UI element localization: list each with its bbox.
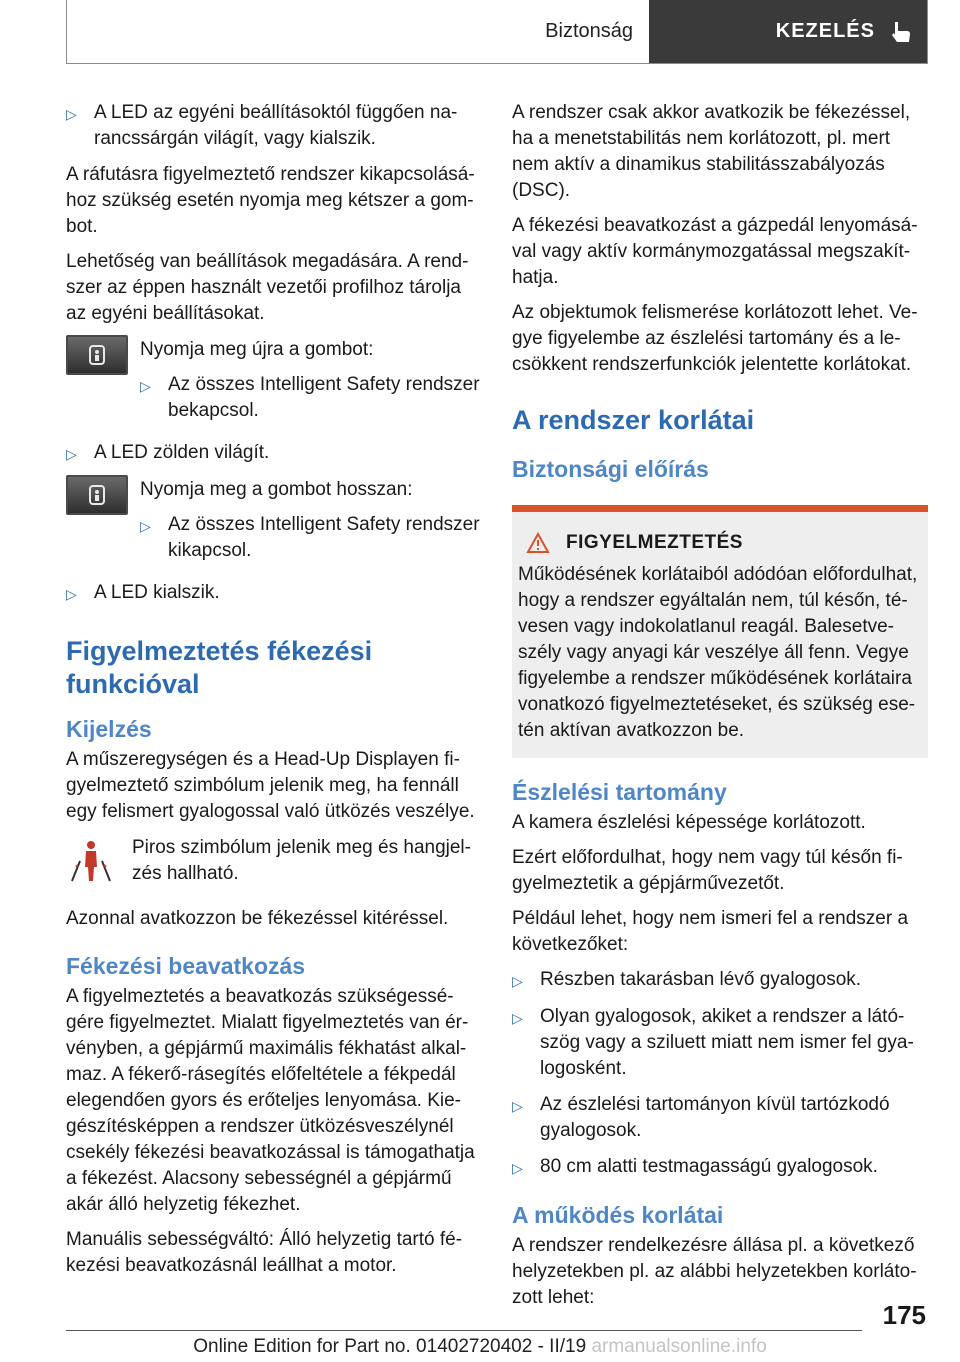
chapter-tab [649,0,927,63]
warning-box [512,505,928,758]
list-item: ▷ Olyan gyalogosok, akiket a rendszer a látó-szög vagy a sziluett miatt nem ismer fel gya-logosként. [512,1004,928,1082]
bullet-triangle-icon: ▷ [512,1098,523,1114]
footer-divider [66,1330,862,1331]
bullet-triangle-icon: ▷ [140,378,151,394]
paragraph: A figyelmeztetés a beavatkozás szükségessé-gére figyelmeztet. Mialatt figyelmeztetés van ér-vényben, a gépjármű maximális fékhatást alkal-maz. A fékerő-rásegítés előfeltétele a fékpedál elegendően gyors és erőteljes lenyomása. Kie-gészítésképpen a rendszer ütközésveszélynél csekély fékezési beavatkozással is támogathatja a fékezést. Alacsony sebességnél a gépjármű akár álló helyzetig fékezhet. [66,986,475,1215]
warning-triangle-icon [526,532,550,554]
paragraph: Az objektumok felismerése korlátozott lehet. Ve-gye figyelembe az észlelési tartomány és a le-csökkent rendszerfunkciók jelentette korlátokat. [512,302,918,375]
list-item: ▷ A LED kialszik. [66,580,480,607]
bullet-triangle-icon: ▷ [512,973,523,989]
warning-title: FIGYELMEZTETÉS [566,532,743,553]
watermark: armanualsonline.info [591,1336,767,1357]
button-instruction: Nyomja meg újra a gombot: ▷ Az összes Intelligent Safety rendszer bekapcsol. [66,337,480,430]
list-item: ▷ A LED zölden világít. [66,440,480,467]
pointing-hand-icon [887,19,913,45]
subsection-heading: Kijelzés [66,716,152,742]
page-footer [0,1336,960,1358]
bullet-triangle-icon: ▷ [140,518,151,534]
paragraph: A rendszer rendelkezésre állása pl. a következő helyzetekben pl. az alábbi helyzetekben korláto-zott lehet: [512,1235,917,1308]
paragraph: A műszeregységen és a Head-Up Displayen fi-gyelmeztető szimbólum jelenik meg, ha fennáll egy felismert gyalogossal való ütközés veszélye. [66,749,475,822]
list-item: ▷ Részben takarásban lévő gyalogosok. [512,967,928,994]
list-item: ▷ Az észlelési tartományon kívül tartózkodó gyalogosok. [512,1092,928,1144]
section-heading: A rendszer korlátai [512,405,755,435]
safety-button-icon [66,335,128,375]
pedestrian-warning-icon [66,837,116,887]
page-number: 175 [882,1300,926,1330]
paragraph: Például lehet, hogy nem ismeri fel a rendszer a következőket: [512,908,909,955]
paragraph: A fékezési beavatkozást a gázpedál lenyomásá-val vagy aktív kormánymozgatással megszakít-hatja. [512,215,918,288]
chapter-title: KEZELÉS [775,20,875,42]
section-title: Biztonság [545,20,633,42]
list-item: ▷ Az összes Intelligent Safety rendszer bekapcsol. [140,372,480,424]
section-heading: Figyelmeztetés fékezési funkcióval [66,636,373,699]
bullet-triangle-icon: ▷ [512,1160,523,1176]
paragraph: A ráfutásra figyelmeztető rendszer kikapcsolásá-hoz szükség esetén nyomja meg kétszer a gom-bot. [66,164,475,237]
bullet-triangle-icon: ▷ [66,586,77,602]
subsection-heading: Fékezési beavatkozás [66,953,306,979]
paragraph: A kamera észlelési képessége korlátozott. [512,812,866,833]
bullet-triangle-icon: ▷ [66,446,77,462]
right-column [512,100,928,1320]
paragraph: A rendszer csak akkor avatkozik be fékezéssel, ha a menetstabilitás nem korlátozott, pl. mert nem aktív a dinamikus stabilitásszabályozás (DSC). [512,102,911,201]
paragraph: Azonnal avatkozzon be fékezéssel kitéréssel. [66,908,449,929]
edition-text: Online Edition for Part no. 01402720402 - II/19 [193,1336,587,1357]
list-item: ▷ Az összes Intelligent Safety rendszer kikapcsol. [140,512,480,564]
paragraph: Lehetőség van beállítások megadására. A rend-szer az éppen használt vezetői profilhoz tárolja az egyéni beállításokat. [66,251,469,324]
pedestrian-warning-row: Piros szimbólum jelenik meg és hangjel-zés hallható. [66,835,480,896]
subsection-heading: A működés korlátai [512,1202,724,1228]
paragraph: Manuális sebességváltó: Álló helyzetig tartó fé-kezési beavatkozásnál leállhat a motor. [66,1229,463,1276]
bullet-triangle-icon: ▷ [66,106,77,122]
bullet-triangle-icon: ▷ [512,1010,523,1026]
left-column [66,100,480,1288]
warning-text: Működésének korlátaiból adódóan előfordulhat, hogy a rendszer egyáltalán nem, túl későn, té-vesen vagy indokolatlanul reagál. Balesetve-szély vagy anyagi kár veszélye áll fenn. Vegye figyelembe a rendszer működésének korlátaira vonatkozó figyelmeztetéseket, és szükség ese-tén aktívan avatkozzon be. [518,564,918,741]
page-header [66,0,928,64]
subsection-heading: Biztonsági előírás [512,456,709,482]
button-instruction: Nyomja meg a gombot hosszan: ▷ Az összes Intelligent Safety rendszer kikapcsol. [66,477,480,570]
paragraph: Ezért előfordulhat, hogy nem vagy túl későn fi-gyelmeztetik a gépjárművezetőt. [512,847,903,894]
list-item: ▷ A LED az egyéni beállításoktól függően na-rancssárgán világít, vagy kialszik. [66,100,480,152]
list-item: ▷ 80 cm alatti testmagasságú gyalogosok. [512,1154,928,1181]
subsection-heading: Észlelési tartomány [512,779,727,805]
safety-button-icon [66,475,128,515]
